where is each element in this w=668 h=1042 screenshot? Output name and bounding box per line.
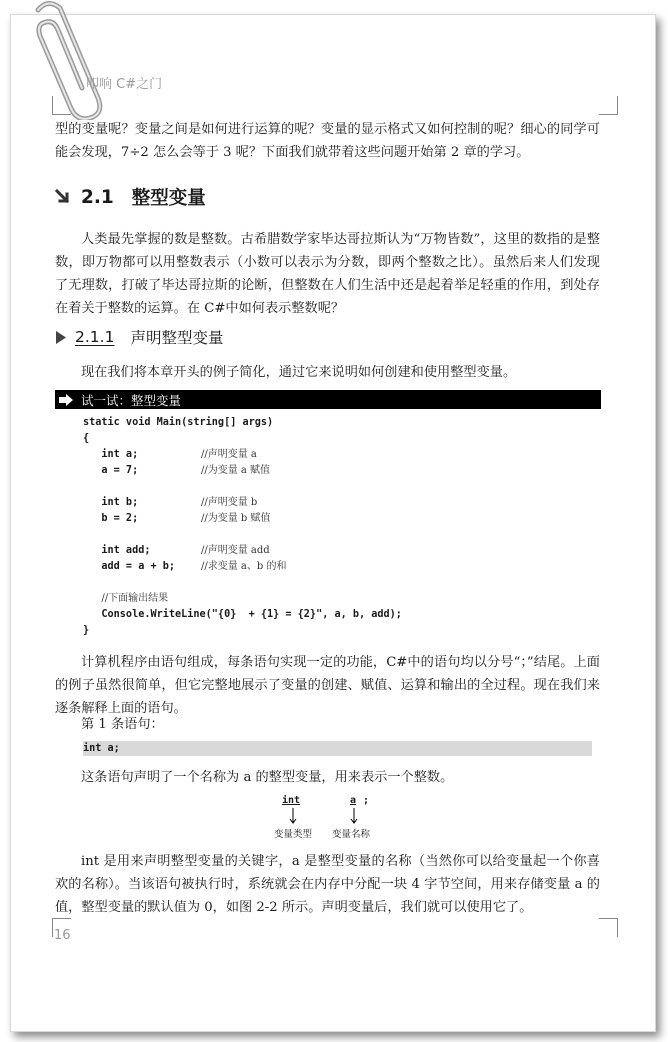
code-comment: //求变量 a、b 的和 — [201, 561, 287, 572]
code-line: add = a + b; — [83, 561, 176, 572]
triangle-right-icon — [55, 331, 67, 344]
diagram-keyword: int — [282, 795, 301, 806]
crop-mark-top-right — [599, 96, 618, 115]
code-comment: //声明变量 add — [201, 545, 270, 556]
section-title: 整型变量 — [131, 188, 206, 209]
code-line: int a; — [83, 449, 139, 460]
page-number: 16 — [54, 928, 71, 943]
arrow-down-right-icon — [55, 189, 71, 205]
statement-code: int a; — [83, 741, 592, 756]
subsection-title: 声明整型变量 — [130, 329, 224, 347]
intro-paragraph: 型的变量呢？变量之间是如何进行运算的呢？变量的显示格式又如何控制的呢？细心的同学可能会发现，7÷2 怎么会等于 3 呢？下面我们就带着这些问题开始第 2 章的学习。 — [55, 122, 600, 160]
code-comment: //为变量 b 赋值 — [201, 513, 271, 524]
arrow-down-icon — [288, 808, 298, 824]
section-heading — [55, 184, 206, 210]
diagram-semicolon: ; — [363, 795, 370, 806]
arrow-right-icon — [59, 394, 73, 406]
statement-label: 第 1 条语句： — [81, 717, 164, 732]
explain-paragraph: 计算机程序由语句组成，每条语句实现一定的功能，C#中的语句均以分号“；”结尾。上面的例子虽然很简单，但它完整地展示了变量的创建、赋值、运算和输出的全过程。现在我们来逐条解释上面的语句。 — [55, 655, 600, 716]
crop-mark-bottom-right — [599, 918, 618, 937]
code-line: { — [83, 433, 90, 444]
code-comment: //下面输出结果 — [101, 593, 169, 604]
code-line: b = 2; — [83, 513, 139, 524]
section-number: 2.1 — [81, 186, 114, 208]
try-it-banner — [55, 390, 601, 409]
code-comment: //为变量 a 赋值 — [201, 465, 271, 476]
diagram-name: a — [350, 795, 357, 806]
code-line: int b; — [83, 497, 139, 508]
arrow-down-icon — [349, 808, 359, 824]
code-line: int add; — [83, 545, 151, 556]
try-it-label: 试一试：整型变量 — [81, 392, 182, 408]
syntax-diagram — [270, 795, 390, 841]
statement-description: 这条语句声明了一个名称为 a 的整型变量，用来表示一个整数。 — [81, 770, 454, 785]
code-line: a = 7; — [83, 465, 139, 476]
subsection-paragraph: 现在我们将本章开头的例子简化，通过它来说明如何创建和使用整型变量。 — [81, 365, 517, 380]
code-comment: //声明变量 b — [201, 497, 258, 508]
paperclip-icon — [18, 0, 108, 120]
code-comment: //声明变量 a — [201, 449, 257, 460]
final-paragraph: int 是用来声明整型变量的关键字，a 是整型变量的名称（当然你可以给变量起一个你喜欢的名称）。当该语句被执行时，系统就会在内存中分配一块 4 字节空间，用来存储变量 a 的值，整型变量的默认值为 0，如图 2-2 所示。声明变量后，我们就可以使用它了。 — [55, 854, 600, 915]
code-line: static void Main(string[] args) — [83, 417, 274, 428]
diagram-name-label: 变量名称 — [332, 829, 371, 840]
code-line: Console.WriteLine("{0} + {1} = {2}", a, b, add); — [83, 609, 402, 620]
running-header: 叩响 C#之门 — [86, 77, 163, 92]
section-paragraph: 人类最先掌握的数是整数。古希腊数学家毕达哥拉斯认为“万物皆数”，这里的数指的是整数，即万物都可以用整数表示（小数可以表示为分数，即两个整数之比）。虽然后来人们发现了无理数，打破了毕达哥拉斯的论断，但整数在人们生活中还是起着举足轻重的作用，到处存在着关于整数的运算。在 C#中如何表示整数呢？ — [55, 232, 600, 316]
subsection-number: 2.1.1 — [75, 328, 115, 346]
subsection-heading — [55, 326, 223, 348]
code-listing — [83, 415, 402, 639]
diagram-keyword-label: 变量类型 — [274, 829, 313, 840]
code-line: } — [83, 625, 90, 636]
